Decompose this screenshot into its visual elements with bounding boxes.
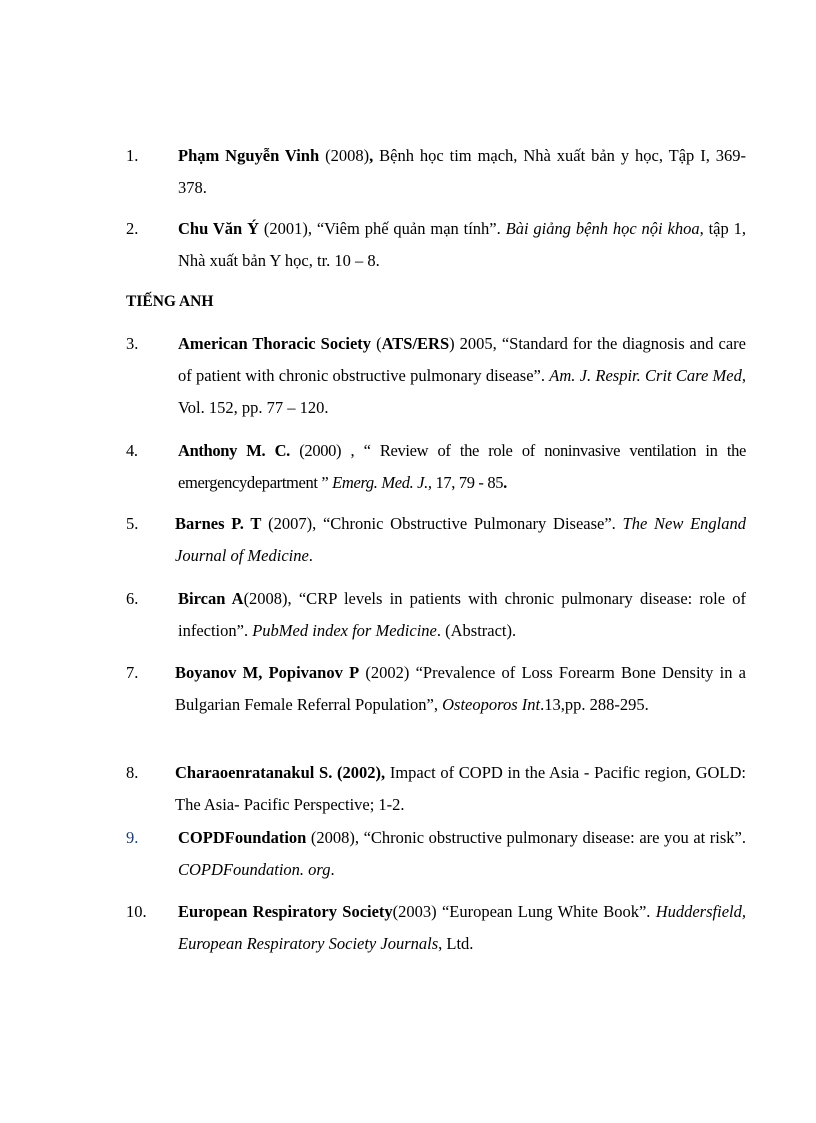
reference-item bbox=[126, 757, 746, 821]
reference-source: COPDFoundation. org bbox=[178, 860, 331, 879]
reference-text: European Respiratory Society(2003) “European Lung White Book”. Huddersfield, European Respiratory Society Journals, Ltd. bbox=[178, 902, 746, 953]
reference-source: PubMed index for Medicine bbox=[252, 621, 437, 640]
reference-text: COPDFoundation (2008), “Chronic obstructive pulmonary disease: are you at risk”. COPDFoundation. org. bbox=[178, 828, 746, 879]
reference-author: European Respiratory Society bbox=[178, 902, 393, 921]
reference-author: COPDFoundation bbox=[178, 828, 307, 847]
reference-source: Emerg. Med. J., bbox=[332, 473, 432, 492]
reference-item bbox=[126, 213, 746, 277]
reference-author: Anthony M. C. bbox=[178, 441, 290, 460]
reference-text: American Thoracic Society (ATS/ERS) 2005, “Standard for the diagnosis and care of patient with chronic obstructive pulmonary disease”. Am. J. Respir. Crit Care Med, Vol. 152, pp. 77 – 120. bbox=[178, 334, 747, 417]
reference-item bbox=[126, 508, 746, 572]
reference-source: Osteoporos Int bbox=[442, 695, 541, 714]
reference-author: Bircan A bbox=[178, 589, 244, 608]
reference-text: Charaoenratanakul S. (2002), Impact of COPD in the Asia - Pacific region, GOLD: The Asia- Pacific Perspective; 1-2. bbox=[175, 763, 746, 814]
reference-number: 8. bbox=[126, 763, 139, 782]
reference-item bbox=[126, 896, 746, 960]
reference-item bbox=[126, 435, 746, 499]
reference-number: 5. bbox=[126, 514, 139, 533]
reference-author: Chu Văn Ý bbox=[178, 219, 259, 238]
reference-author: Barnes P. T bbox=[175, 514, 262, 533]
reference-text: Boyanov M, Popivanov P (2002) “Prevalence of Loss Forearm Bone Density in a Bulgarian Female Referral Population”, Osteoporos Int.13,pp. 288-295. bbox=[175, 663, 746, 714]
reference-text: Phạm Nguyễn Vinh (2008), Bệnh học tim mạch, Nhà xuất bản y học, Tập I, 369-378. bbox=[178, 146, 746, 197]
reference-author: American Thoracic Society bbox=[178, 334, 372, 353]
reference-text: Barnes P. T (2007), “Chronic Obstructive Pulmonary Disease”. The New England Journal of Medicine. bbox=[175, 514, 746, 565]
reference-text: Anthony M. C. (2000) , “ Review of the role of noninvasive ventilation in the emergencydepartment ” Emerg. Med. J., 17, 79 - 85. bbox=[178, 441, 746, 492]
reference-source: The New England Journal of Medicine bbox=[175, 514, 746, 565]
reference-source: Huddersfield, European Respiratory Society Journals bbox=[178, 902, 746, 953]
reference-number: 4. bbox=[126, 441, 138, 460]
reference-number: 3. bbox=[126, 334, 139, 353]
reference-author: Phạm Nguyễn Vinh bbox=[178, 146, 320, 165]
reference-text: Chu Văn Ý (2001), “Viêm phế quản mạn tính”. Bài giảng bệnh học nội khoa, tập 1, Nhà xuất bản Y học, tr. 10 – 8. bbox=[178, 219, 746, 270]
reference-item bbox=[126, 657, 746, 721]
section-heading: TIẾNG ANH bbox=[126, 293, 214, 310]
reference-author: Charaoenratanakul S. (2002), bbox=[175, 763, 386, 782]
reference-item bbox=[126, 822, 746, 886]
reference-item bbox=[126, 140, 746, 204]
reference-number: 2. bbox=[126, 219, 139, 238]
reference-number: 6. bbox=[126, 589, 139, 608]
reference-number: 10. bbox=[126, 902, 147, 921]
reference-number: 9. bbox=[126, 828, 139, 847]
reference-author: Boyanov M, Popivanov P bbox=[175, 663, 360, 682]
reference-item bbox=[126, 328, 746, 424]
reference-number: 1. bbox=[126, 146, 139, 165]
reference-text: Bircan A(2008), “CRP levels in patients with chronic pulmonary disease: role of infection”. PubMed index for Medicine. (Abstract). bbox=[178, 589, 746, 640]
reference-item bbox=[126, 583, 746, 647]
reference-number: 7. bbox=[126, 663, 139, 682]
reference-source: Am. J. Respir. Crit Care Med bbox=[549, 366, 742, 385]
reference-source: Bài giảng bệnh học nội khoa bbox=[505, 219, 700, 238]
